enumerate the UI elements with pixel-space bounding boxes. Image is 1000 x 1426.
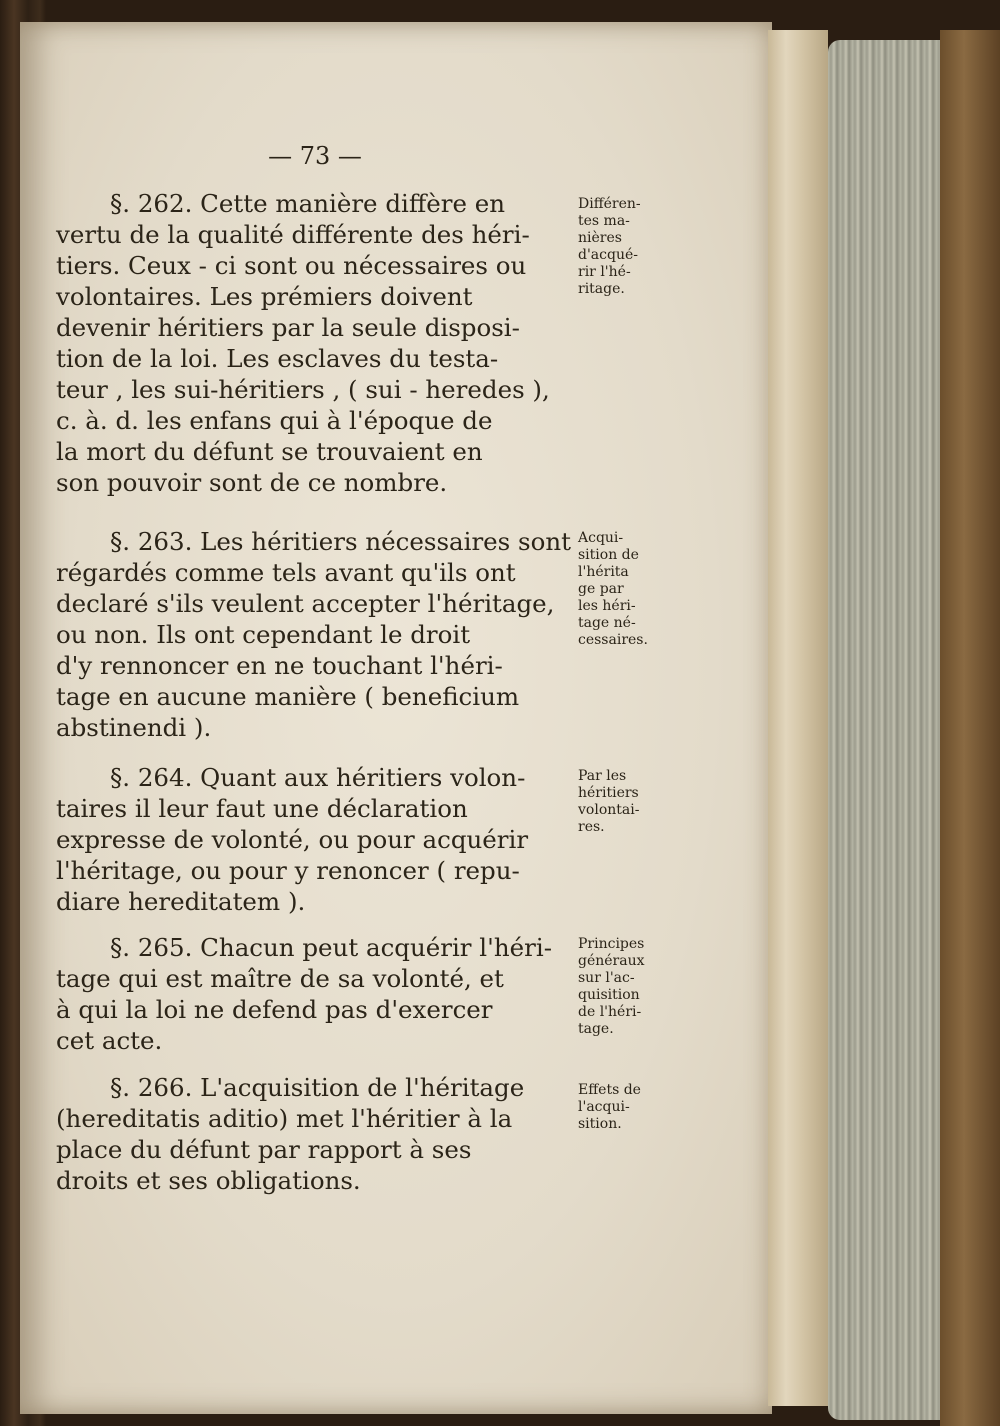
margin-line: de l'héri- (578, 1004, 642, 1020)
text-line: tage en aucune manière ( beneficium (56, 682, 520, 711)
text-line: §. 262. Cette manière diffère en (110, 189, 506, 218)
paragraph-265 (56, 932, 578, 1056)
margin-line: héritiers (578, 785, 639, 801)
margin-line: sition. (578, 1116, 622, 1132)
text-line: abstinendi ). (56, 713, 212, 742)
margin-line: nières (578, 230, 622, 246)
text-line: son pouvoir sont de ce nombre. (56, 468, 448, 497)
margin-line: ge par (578, 581, 624, 597)
margin-line: ritage. (578, 281, 625, 297)
text-line: expresse de volonté, ou pour acquérir (56, 825, 529, 854)
page-number: — 73 — (268, 142, 362, 170)
text-line: cet acte. (56, 1026, 163, 1055)
margin-line: tes ma- (578, 213, 630, 229)
margin-line: les héri- (578, 598, 636, 614)
text-line: tiers. Ceux - ci sont ou nécessaires ou (56, 251, 527, 280)
margin-line: Acqui- (578, 530, 624, 546)
paragraph-262 (56, 188, 578, 498)
paragraph-263 (56, 526, 578, 743)
text-line: tage qui est maître de sa volonté, et (56, 964, 504, 993)
text-line: droits et ses obligations. (56, 1166, 361, 1195)
margin-note-263 (578, 530, 678, 649)
margin-note-264 (578, 768, 678, 836)
paragraph-264 (56, 762, 578, 917)
margin-line: rir l'hé- (578, 264, 631, 280)
text-line: §. 263. Les héritiers nécessaires sont (110, 527, 571, 556)
margin-line: tage né- (578, 615, 636, 631)
text-line: tion de la loi. Les esclaves du testa- (56, 344, 499, 373)
text-line: c. à. d. les enfans qui à l'époque de (56, 406, 493, 435)
text-line: §. 265. Chacun peut acquérir l'héri- (110, 933, 552, 962)
text-line: declaré s'ils veulent accepter l'héritage, (56, 589, 555, 618)
page-gutter (768, 30, 828, 1406)
text-line: teur , les sui-héritiers , ( sui - heredes ), (56, 375, 550, 404)
paragraph-266 (56, 1072, 578, 1196)
text-line: la mort du défunt se trouvaient en (56, 437, 483, 466)
margin-note-265 (578, 936, 678, 1038)
text-line: devenir héritiers par la seule disposi- (56, 313, 520, 342)
text-line: vertu de la qualité différente des héri- (56, 220, 530, 249)
margin-line: cessaires. (578, 632, 648, 648)
text-line: §. 264. Quant aux héritiers volon- (110, 763, 526, 792)
margin-line: d'acqué- (578, 247, 638, 263)
text-line: ou non. Ils ont cependant le droit (56, 620, 471, 649)
margin-note-262 (578, 196, 678, 298)
margin-line: Par les (578, 768, 627, 784)
text-line: place du défunt par rapport à ses (56, 1135, 472, 1164)
text-line: taires il leur faut une déclaration (56, 794, 468, 823)
margin-line: généraux (578, 953, 645, 969)
margin-line: Principes (578, 936, 645, 952)
text-line: à qui la loi ne defend pas d'exercer (56, 995, 493, 1024)
text-line: §. 266. L'acquisition de l'héritage (110, 1073, 525, 1102)
text-line: diare hereditatem ). (56, 887, 306, 916)
margin-line: sition de (578, 547, 639, 563)
margin-line: l'hérita (578, 564, 629, 580)
margin-line: Différen- (578, 196, 641, 212)
margin-line: sur l'ac- (578, 970, 635, 986)
margin-line: volontai- (578, 802, 640, 818)
text-line: volontaires. Les prémiers doivent (56, 282, 473, 311)
book-cover-edge (940, 30, 1000, 1426)
text-line: régardés comme tels avant qu'ils ont (56, 558, 516, 587)
text-line: (hereditatis aditio) met l'héritier à la (56, 1104, 513, 1133)
text-line: l'héritage, ou pour y renoncer ( repu- (56, 856, 520, 885)
page-edges (828, 40, 958, 1420)
margin-line: quisition (578, 987, 640, 1003)
text-line: d'y rennoncer en ne touchant l'héri- (56, 651, 503, 680)
margin-note-266 (578, 1082, 678, 1133)
margin-line: l'acqui- (578, 1099, 630, 1115)
margin-line: res. (578, 819, 605, 835)
margin-line: Effets de (578, 1082, 641, 1098)
margin-line: tage. (578, 1021, 614, 1037)
